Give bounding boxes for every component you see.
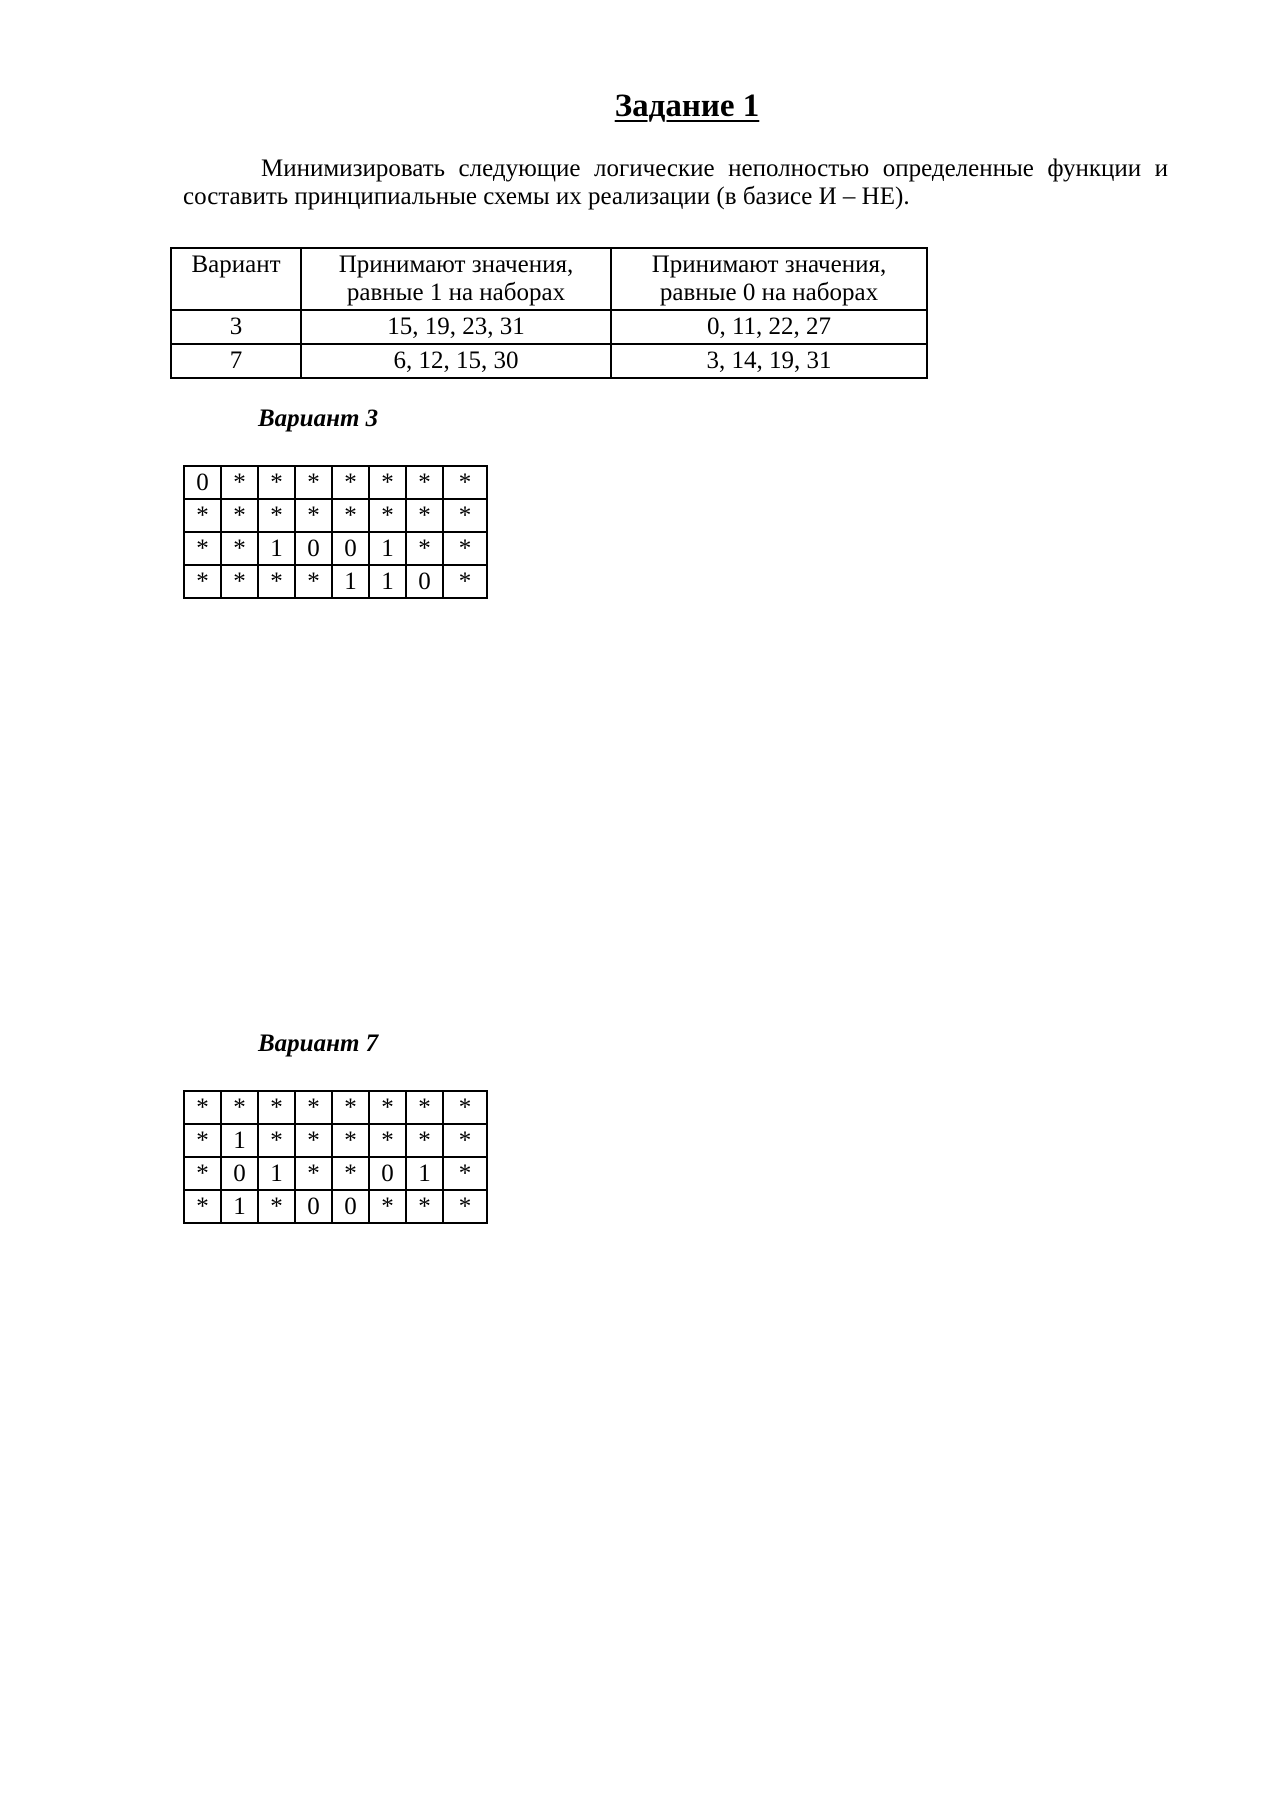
kmap-row [184,1091,487,1124]
kmap-cell: 0 [221,1157,258,1190]
cell-ones: 6, 12, 15, 30 [301,344,611,378]
kmap-row [184,1124,487,1157]
cell-ones: 15, 19, 23, 31 [301,310,611,344]
kmap-cell: * [406,532,443,565]
variant7-kmap [183,1090,488,1224]
kmap-cell: * [332,1091,369,1124]
kmap-cell: * [332,499,369,532]
kmap-cell: * [295,1091,332,1124]
kmap-cell: * [443,499,487,532]
kmap-cell: 1 [221,1124,258,1157]
kmap-cell: * [295,1124,332,1157]
kmap-cell: 0 [295,532,332,565]
kmap-cell: * [332,466,369,499]
kmap-cell: 1 [332,565,369,598]
kmap-cell: * [184,1091,221,1124]
kmap-cell: * [221,466,258,499]
kmap-cell: * [258,1124,295,1157]
kmap-cell: * [443,1157,487,1190]
kmap-cell: * [295,466,332,499]
kmap-cell: * [295,565,332,598]
cell-variant: 7 [171,344,301,378]
kmap-cell: * [369,499,406,532]
kmap-cell: 0 [369,1157,406,1190]
variant3-heading: Вариант 3 [258,405,379,432]
task-description: Минимизировать следующие логические неполностью определенные функции и составить принципиальные схемы их реализации (в базисе И – НЕ). [183,155,1168,210]
kmap-cell: 1 [221,1190,258,1223]
kmap-cell: 0 [332,532,369,565]
kmap-cell: * [406,1124,443,1157]
kmap-cell: 1 [406,1157,443,1190]
kmap-cell: * [443,532,487,565]
kmap-row [184,532,487,565]
kmap-cell: * [184,532,221,565]
header-ones: Принимают значения, равные 1 на наборах [301,248,611,310]
kmap-cell: * [443,1190,487,1223]
kmap-cell: * [221,532,258,565]
kmap-cell: * [221,565,258,598]
table-row [171,310,927,344]
kmap-cell: * [295,499,332,532]
kmap-row [184,565,487,598]
kmap-cell: * [406,1091,443,1124]
kmap-cell: 0 [184,466,221,499]
kmap-row [184,466,487,499]
page-title: Задание 1 [614,88,760,124]
kmap-cell: * [332,1124,369,1157]
kmap-cell: * [369,466,406,499]
kmap-cell: * [406,466,443,499]
kmap-cell: * [184,565,221,598]
cell-zeros: 0, 11, 22, 27 [611,310,927,344]
kmap-cell: 0 [332,1190,369,1223]
kmap-row [184,499,487,532]
cell-zeros: 3, 14, 19, 31 [611,344,927,378]
kmap-cell: * [369,1124,406,1157]
kmap-cell: * [258,499,295,532]
kmap-cell: * [258,1190,295,1223]
kmap-cell: * [406,499,443,532]
kmap-cell: * [184,1190,221,1223]
variant7-heading: Вариант 7 [258,1030,379,1057]
kmap-cell: * [443,1091,487,1124]
header-variant: Вариант [171,248,301,310]
variants-table [170,247,928,379]
header-zeros: Принимают значения, равные 0 на наборах [611,248,927,310]
kmap-cell: * [221,499,258,532]
kmap-cell: 1 [258,532,295,565]
kmap-cell: * [258,1091,295,1124]
kmap-cell: * [443,466,487,499]
kmap-cell: 1 [258,1157,295,1190]
kmap-cell: * [332,1157,369,1190]
kmap-cell: * [258,466,295,499]
table-row [171,344,927,378]
kmap-cell: * [295,1157,332,1190]
kmap-cell: * [443,565,487,598]
kmap-cell: * [406,1190,443,1223]
kmap-cell: * [369,1091,406,1124]
kmap-cell: 0 [406,565,443,598]
kmap-cell: * [184,1124,221,1157]
kmap-cell: 0 [295,1190,332,1223]
kmap-cell: 1 [369,532,406,565]
kmap-cell: * [221,1091,258,1124]
table-header-row [171,248,927,310]
kmap-cell: * [184,1157,221,1190]
kmap-cell: * [184,499,221,532]
kmap-cell: 1 [369,565,406,598]
kmap-row [184,1157,487,1190]
kmap-cell: * [258,565,295,598]
kmap-row [184,1190,487,1223]
kmap-cell: * [443,1124,487,1157]
cell-variant: 3 [171,310,301,344]
variant3-kmap [183,465,488,599]
kmap-cell: * [369,1190,406,1223]
